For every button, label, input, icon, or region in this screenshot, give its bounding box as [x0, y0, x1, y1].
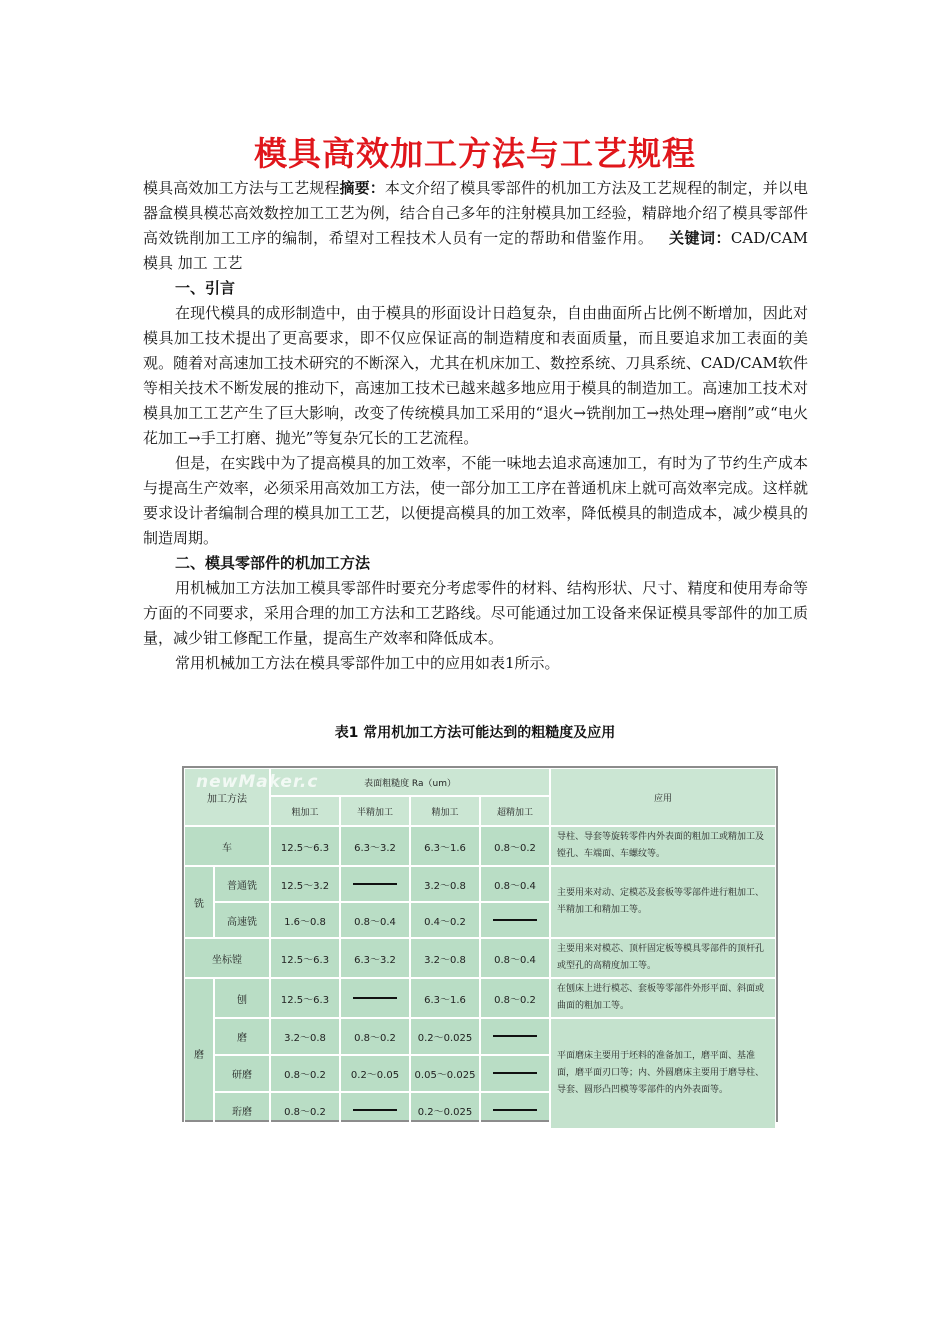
- dash-line: [353, 997, 397, 999]
- header-ultra-finish: 超精加工: [480, 796, 550, 826]
- method-planing: 刨: [214, 978, 270, 1018]
- roughness-table: [184, 768, 776, 1129]
- cell-value: 0.8～0.4: [480, 938, 550, 978]
- dash-line: [493, 919, 537, 921]
- table-row: [184, 826, 776, 866]
- document-title: 模具高效加工方法与工艺规程: [254, 134, 696, 173]
- app-turning: 导柱、导套等旋转零件内外表面的粗加工或精加工及镗孔、车端面、车螺纹等。: [550, 826, 776, 866]
- group-grinding: 磨: [184, 978, 214, 1129]
- method-jig-boring: 坐标镗: [184, 938, 270, 978]
- cell-value: 0.8～0.2: [270, 1055, 340, 1092]
- abstract-lead: 模具高效加工方法与工艺规程: [143, 179, 340, 197]
- header-method: 加工方法: [184, 768, 270, 826]
- cell-value: 0.2～0.025: [410, 1018, 480, 1055]
- dash-line: [493, 1109, 537, 1111]
- cell-value: 0.2～0.05: [340, 1055, 410, 1092]
- dash-line: [493, 1035, 537, 1037]
- cell-value: 0.8～0.2: [480, 978, 550, 1018]
- cell-value: 0.8～0.2: [270, 1092, 340, 1129]
- header-semi-finish: 半精加工: [340, 796, 410, 826]
- empty-cell: [480, 1055, 550, 1092]
- cell-value: 12.5～6.3: [270, 978, 340, 1018]
- method-lapping: 研磨: [214, 1055, 270, 1092]
- header-rough: 粗加工: [270, 796, 340, 826]
- method-honing: 珩磨: [214, 1092, 270, 1129]
- section1-heading: 一、引言: [175, 279, 236, 297]
- cell-value: 0.8～0.2: [340, 1018, 410, 1055]
- section1-paragraph-2: 但是，在实践中为了提高模具的加工效率，不能一味地去追求高速加工，有时为了节约生产成本与提高生产效率，必须采用高效加工方法，使一部分加工工序在普通机床上就可高效率完成。这样就要求设计者编制合理的模具加工工艺，以便提高模具的加工效率，降低模具的制造成本，减少模具的制造周期。: [143, 454, 808, 547]
- section2-heading: 二、模具零部件的机加工方法: [175, 554, 371, 572]
- cell-value: 0.2～0.025: [410, 1092, 480, 1129]
- cell-value: 0.8～0.2: [480, 826, 550, 866]
- keywords-label: 关键词：: [669, 229, 731, 247]
- document-body: [143, 176, 808, 676]
- cell-value: 1.6～0.8: [270, 902, 340, 938]
- header-application: 应用: [550, 768, 776, 826]
- empty-cell: [340, 1092, 410, 1129]
- cell-value: 3.2～0.8: [270, 1018, 340, 1055]
- table-row: [184, 978, 776, 1018]
- cell-value: 0.05～0.025: [410, 1055, 480, 1092]
- cell-value: 6.3～1.6: [410, 826, 480, 866]
- abstract-label: 摘要：: [339, 179, 385, 197]
- empty-cell: [340, 978, 410, 1018]
- app-grinding: 平面磨床主要用于坯料的准备加工，磨平面、基准面，磨平面刃口等；内、外圆磨床主要用于磨导柱、导套、圆形凸凹模等零部件的内外表面等。: [550, 1018, 776, 1129]
- method-turning: 车: [184, 826, 270, 866]
- header-roughness: 表面粗糙度 Ra（um）: [270, 768, 550, 796]
- app-planing: 在刨床上进行模芯、套板等零部件外形平面、斜面或曲面的粗加工等。: [550, 978, 776, 1018]
- table-row: [184, 866, 776, 902]
- cell-value: 3.2～0.8: [410, 938, 480, 978]
- cell-value: 12.5～3.2: [270, 866, 340, 902]
- abstract-text: 本文介绍了模具零部件的机加工方法及工艺规程的制定，并以电器盒模具模芯高效数控加工工艺为例，结合自己多年的注射模具加工经验，精辟地介绍了模具零部件高效铣削加工工序的编制，希望对工程技术人员有一定的帮助和借鉴作用。: [143, 179, 808, 247]
- watermark-logo: newMaker.c: [196, 772, 319, 792]
- cell-value: 3.2～0.8: [410, 866, 480, 902]
- app-milling: 主要用来对动、定模芯及套板等零部件进行粗加工、半精加工和精加工等。: [550, 866, 776, 938]
- abstract-paragraph: [143, 176, 808, 276]
- empty-cell: [480, 902, 550, 938]
- dash-line: [493, 1072, 537, 1074]
- method-milling-normal: 普通铣: [214, 866, 270, 902]
- empty-cell: [340, 866, 410, 902]
- cell-value: 6.3～3.2: [340, 826, 410, 866]
- empty-cell: [480, 1018, 550, 1055]
- header-finish: 精加工: [410, 796, 480, 826]
- cell-value: 12.5～6.3: [270, 938, 340, 978]
- cell-value: 6.3～3.2: [340, 938, 410, 978]
- keywords-text: CAD/CAM 模具 加工 工艺: [143, 229, 808, 272]
- dash-line: [353, 883, 397, 885]
- section2-paragraph-2: 常用机械加工方法在模具零部件加工中的应用如表1所示。: [175, 654, 560, 672]
- cell-value: 0.4～0.2: [410, 902, 480, 938]
- group-milling: 铣: [184, 866, 214, 938]
- cell-value: 0.8～0.4: [480, 866, 550, 902]
- cell-value: 0.8～0.4: [340, 902, 410, 938]
- cell-value: 6.3～1.6: [410, 978, 480, 1018]
- section1-paragraph-1: 在现代模具的成形制造中，由于模具的形面设计日趋复杂，自由曲面所占比例不断增加，因此对模具加工技术提出了更高要求，即不仅应保证高的制造精度和表面质量，而且要追求加工表面的美观。随着对高速加工技术研究的不断深入，尤其在机床加工、数控系统、刀具系统、CAD/CAM软件等相关技术不断发展的推动下，高速加工技术已越来越多地应用于模具的制造加工。高速加工技术对模具加工工艺产生了巨大影响，改变了传统模具加工采用的“退火→铣削加工→热处理→磨削”或“电火花加工→手工打磨、抛光”等复杂冗长的工艺流程。: [143, 304, 808, 447]
- table-row: [184, 1018, 776, 1055]
- empty-cell: [480, 1092, 550, 1129]
- method-milling-highspeed: 高速铣: [214, 902, 270, 938]
- method-grinding: 磨: [214, 1018, 270, 1055]
- roughness-table-image: [182, 766, 778, 1122]
- cell-value: 12.5～6.3: [270, 826, 340, 866]
- section2-paragraph-1: 用机械加工方法加工模具零部件时要充分考虑零件的材料、结构形状、尺寸、精度和使用寿命等方面的不同要求，采用合理的加工方法和工艺路线。尽可能通过加工设备来保证模具零部件的加工质量，减少钳工修配工作量，提高生产效率和降低成本。: [143, 579, 808, 647]
- app-jig-boring: 主要用来对模芯、顶杆固定板等模具零部件的顶杆孔或型孔的高精度加工等。: [550, 938, 776, 978]
- table-row: [184, 938, 776, 978]
- table-caption: 表1 常用机加工方法可能达到的粗糙度及应用: [334, 725, 616, 741]
- dash-line: [353, 1109, 397, 1111]
